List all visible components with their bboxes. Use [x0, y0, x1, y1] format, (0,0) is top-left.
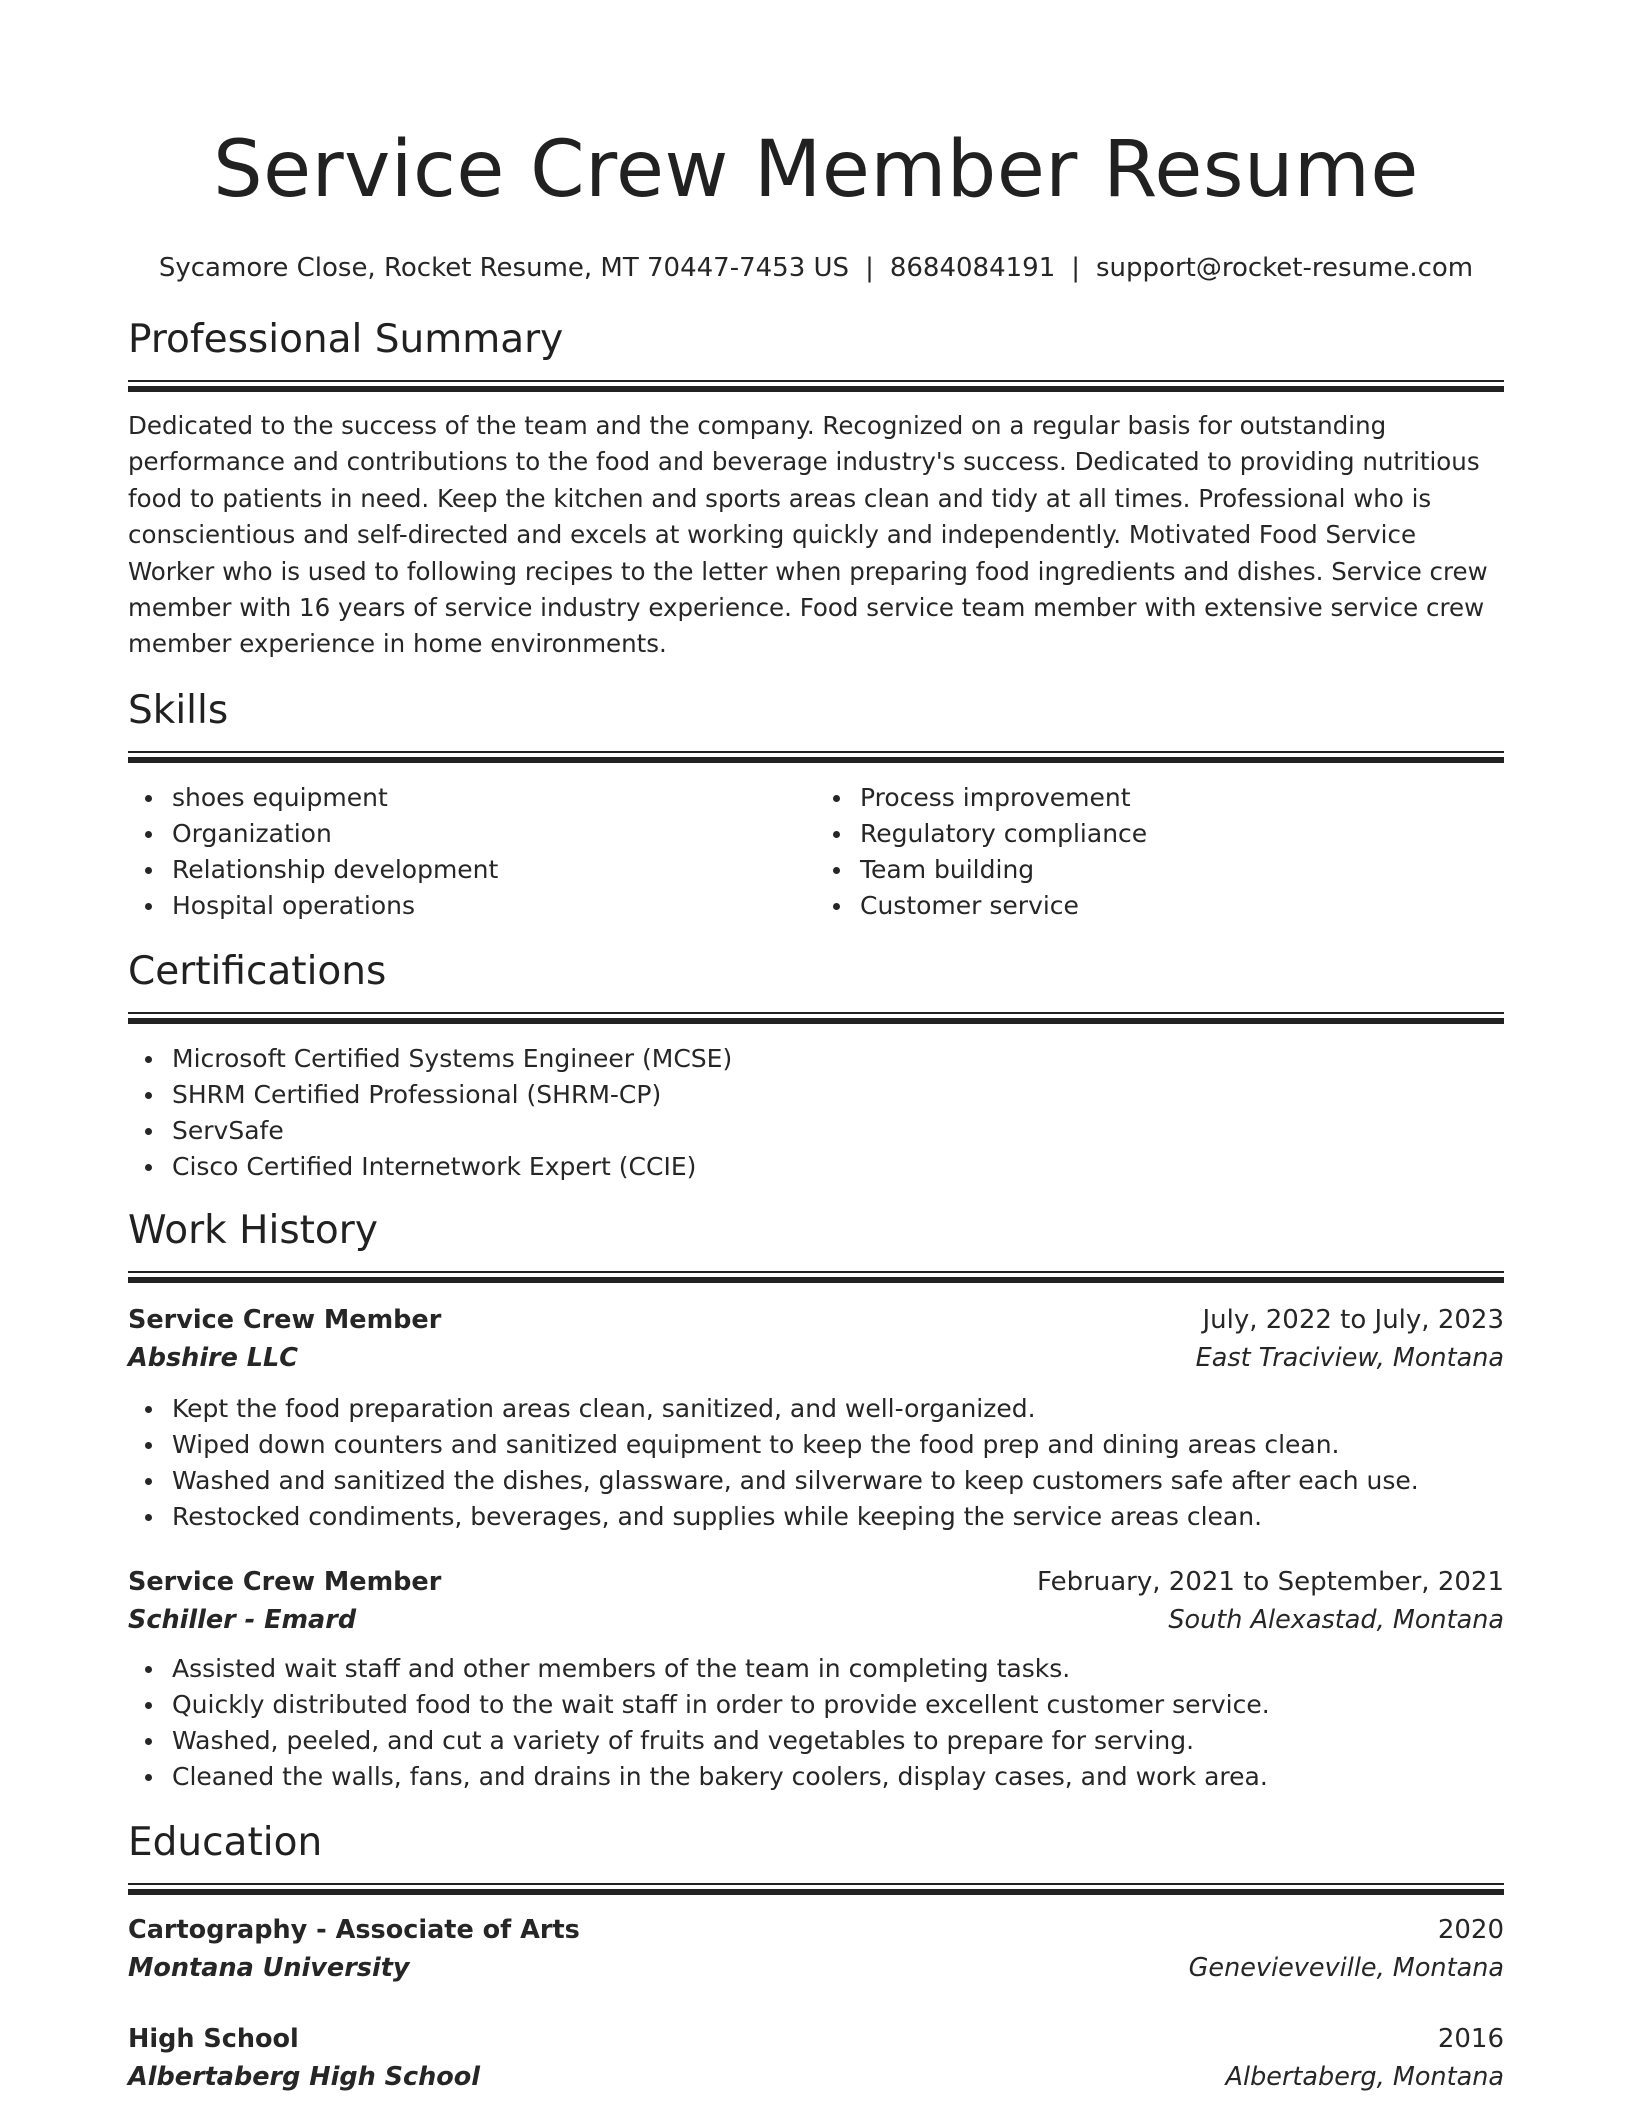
skill-item: Organization — [172, 816, 816, 852]
section-divider — [128, 751, 1504, 763]
section-divider — [128, 1012, 1504, 1024]
section-divider — [128, 380, 1504, 392]
contact-phone: 8684084191 — [889, 253, 1056, 283]
work-history-section — [128, 1205, 1504, 1795]
section-title-work-history: Work History — [128, 1207, 378, 1253]
education-school-row — [128, 1949, 1504, 1987]
education-school: Montana University — [128, 1952, 410, 1983]
education-degree: High School — [128, 2023, 299, 2054]
job-dates: July, 2022 to July, 2023 — [1202, 1304, 1504, 1335]
education-header-row — [128, 1911, 1504, 1949]
job-duty: Quickly distributed food to the wait staff in order to provide excellent customer service. — [172, 1687, 1504, 1723]
skill-item: Process improvement — [860, 780, 1504, 816]
skills-list-right — [816, 780, 1504, 924]
certification-item: Microsoft Certified Systems Engineer (MCSE) — [172, 1041, 1504, 1077]
education-year: 2020 — [1437, 1914, 1504, 1945]
skills-column-right — [816, 780, 1504, 924]
skill-item: shoes equipment — [172, 780, 816, 816]
job-location: East Traciview, Montana — [1195, 1342, 1504, 1373]
summary-text: Dedicated to the success of the team and the company. Recognized on a regular basis for outstanding performance and contributions to the food and beverage industry's success. Dedicated to providing nutritious food to patients in need. Keep the kitchen and sports areas clean and tidy at all times. Professional who is conscientious and self-directed and excels at working quickly and independently. Motivated Food Service Worker who is used to following recipes to the letter when preparing food ingredients and dishes. Service crew member with 16 years of service industry experience. Food service team member with extensive service crew member experience in home environments. — [128, 411, 1488, 659]
skill-item: Team building — [860, 852, 1504, 888]
job-company-row — [128, 1339, 1504, 1377]
job-duties-list — [128, 1651, 1504, 1795]
job-company: Abshire LLC — [128, 1342, 299, 1373]
job-company: Schiller - Emard — [128, 1604, 357, 1635]
job-duty: Wiped down counters and sanitized equipment to keep the food prep and dining areas clean. — [172, 1427, 1504, 1463]
job-entry — [128, 1301, 1504, 1535]
section-divider — [128, 1271, 1504, 1283]
education-section — [128, 1817, 1504, 2096]
certifications-section — [128, 946, 1504, 1185]
education-location: Genevieveville, Montana — [1188, 1952, 1504, 1983]
education-entry — [128, 1911, 1504, 1987]
skill-item: Customer service — [860, 888, 1504, 924]
section-title-certifications: Certifications — [128, 948, 387, 994]
skill-item: Hospital operations — [172, 888, 816, 924]
job-duty: Washed, peeled, and cut a variety of fruits and vegetables to prepare for serving. — [172, 1723, 1504, 1759]
resume-title: Service Crew Member Resume — [213, 125, 1419, 215]
section-title-summary: Professional Summary — [128, 317, 564, 362]
section-divider — [128, 1883, 1504, 1895]
job-entry — [128, 1563, 1504, 1795]
skills-grid — [128, 780, 1504, 924]
job-company-row — [128, 1601, 1504, 1639]
skill-item: Relationship development — [172, 852, 816, 888]
job-duty: Cleaned the walls, fans, and drains in the bakery coolers, display cases, and work area. — [172, 1759, 1504, 1795]
job-duty: Restocked condiments, beverages, and supplies while keeping the service areas clean. — [172, 1499, 1504, 1535]
education-degree: Cartography - Associate of Arts — [128, 1914, 580, 1945]
job-location: South Alexastad, Montana — [1168, 1604, 1504, 1635]
certification-item: Cisco Certified Internetwork Expert (CCIE) — [172, 1149, 1504, 1185]
education-header-row — [128, 2020, 1504, 2058]
job-dates: February, 2021 to September, 2021 — [1037, 1566, 1504, 1597]
job-title: Service Crew Member — [128, 1304, 442, 1335]
contact-separator: | — [865, 253, 874, 283]
education-school-row — [128, 2058, 1504, 2096]
contact-line — [128, 250, 1504, 286]
job-title: Service Crew Member — [128, 1566, 442, 1597]
skills-list-left — [128, 780, 816, 924]
skill-item: Regulatory compliance — [860, 816, 1504, 852]
contact-address: Sycamore Close, Rocket Resume, MT 70447-7453 US — [158, 253, 850, 283]
contact-separator: | — [1071, 253, 1081, 283]
job-header-row — [128, 1563, 1504, 1601]
certification-item: SHRM Certified Professional (SHRM-CP) — [172, 1077, 1504, 1113]
certification-item: ServSafe — [172, 1113, 1504, 1149]
skills-column-left — [128, 780, 816, 924]
education-location: Albertaberg, Montana — [1225, 2061, 1504, 2092]
job-header-row — [128, 1301, 1504, 1339]
education-year: 2016 — [1437, 2023, 1504, 2054]
job-duty: Washed and sanitized the dishes, glassware, and silverware to keep customers safe after each use. — [172, 1463, 1504, 1499]
certifications-list — [128, 1041, 1504, 1185]
education-school: Albertaberg High School — [128, 2061, 481, 2092]
section-title-skills: Skills — [128, 687, 229, 733]
job-duties-list — [128, 1391, 1504, 1535]
job-duty: Kept the food preparation areas clean, sanitized, and well-organized. — [172, 1391, 1504, 1427]
contact-email: support@rocket-resume.com — [1096, 253, 1474, 283]
job-duty: Assisted wait staff and other members of the team in completing tasks. — [172, 1651, 1504, 1687]
skills-section — [128, 685, 1504, 924]
education-entry — [128, 2020, 1504, 2096]
summary-section — [128, 314, 1504, 663]
section-title-education: Education — [128, 1819, 323, 1865]
